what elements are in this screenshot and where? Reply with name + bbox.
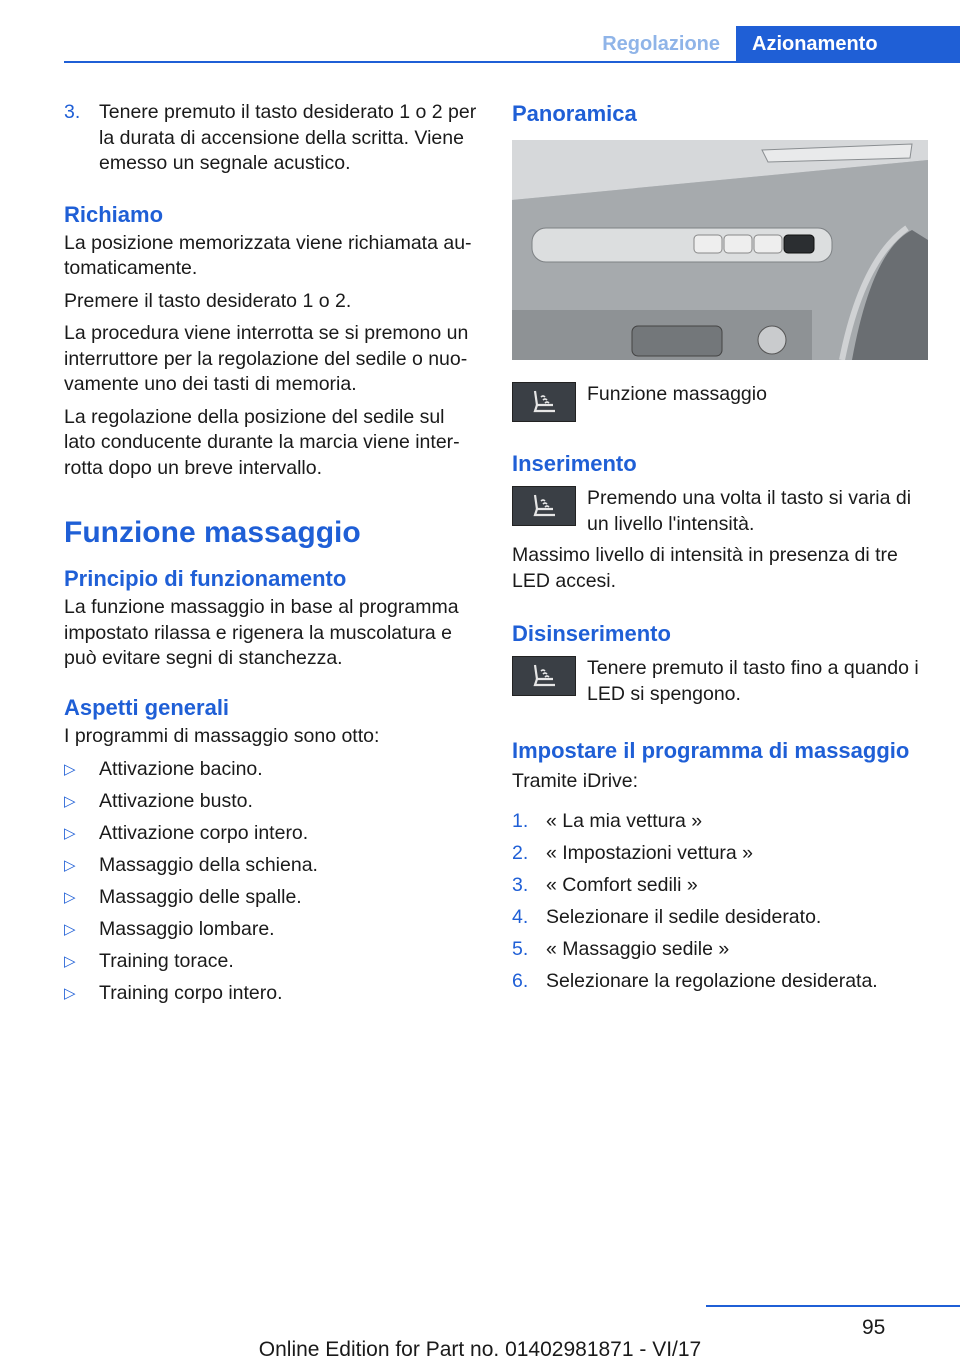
page-number: 95 xyxy=(862,1316,886,1339)
list-item: 6. Selezionare la regolazione desiderata. xyxy=(512,969,878,992)
impostare-paragraph: Tramite iDrive: xyxy=(512,770,639,792)
richiamo-paragraph-1: La posizione memorizzata viene richiamata automaticamente. xyxy=(64,231,472,279)
inserimento-paragraph: Massimo livello di intensità in presenza di tre LED accesi. xyxy=(512,544,898,592)
richiamo-heading: Richiamo xyxy=(64,201,164,227)
disinserimento-heading: Disinserimento xyxy=(512,621,671,646)
inserimento-heading: Inserimento xyxy=(512,451,637,476)
panoramica-heading: Panoramica xyxy=(512,101,637,126)
step-number: 3. xyxy=(64,101,81,123)
left-column xyxy=(64,100,480,1013)
massage-seat-icon xyxy=(512,382,576,422)
list-item: ▷ Massaggio lombare. xyxy=(64,917,480,943)
list-item: 4. Selezionare il sedile desiderato. xyxy=(512,905,822,928)
idrive-steps xyxy=(512,809,932,995)
step-3 xyxy=(64,100,480,177)
massage-seat-icon xyxy=(512,486,576,526)
list-item: 5. « Massaggio sedile » xyxy=(512,937,730,960)
richiamo-paragraph-2: Premere il tasto desiderato 1 o 2. xyxy=(64,289,352,312)
list-item: ▷ Training torace. xyxy=(64,949,480,975)
richiamo-paragraph-3: La procedura viene interrotta se si premono un interruttore per la regolazione del sedile o nuovamente uno dei tasti di memoria. xyxy=(64,322,469,395)
triangle-bullet-icon: ▷ xyxy=(64,857,76,874)
list-item: ▷ Attivazione bacino. xyxy=(64,757,480,783)
header-section-tab: Regolazione xyxy=(602,33,720,55)
massage-seat-icon xyxy=(512,656,576,696)
principio-heading: Principio di funzionamento xyxy=(64,566,347,591)
massaggio-heading: Funzione massaggio xyxy=(64,516,361,549)
richiamo-paragraph-4: La regolazione della posizione del sedile sul lato conducente durante la marcia viene interrotta dopo un breve intervallo. xyxy=(64,405,460,479)
door-panel-illustration xyxy=(512,140,928,360)
triangle-bullet-icon: ▷ xyxy=(64,953,76,970)
program-list xyxy=(64,757,480,1007)
disinserimento-row xyxy=(512,656,932,707)
triangle-bullet-icon: ▷ xyxy=(64,921,76,938)
triangle-bullet-icon: ▷ xyxy=(64,761,76,778)
door-panel-photo xyxy=(512,140,928,360)
principio-paragraph: La funzione massaggio in base al programma impostato rilassa e rigenera la muscolatura e può evitare segni di stanchezza. xyxy=(64,596,459,669)
list-item: ▷ Attivazione corpo intero. xyxy=(64,821,480,847)
list-item: ▷ Attivazione busto. xyxy=(64,789,480,815)
disinserimento-text: Tenere premuto il tasto fino a quando i LED si spengono. xyxy=(587,657,919,705)
inserimento-text: Premendo una volta il tasto si varia di un livello l'intensità. xyxy=(587,487,912,535)
triangle-bullet-icon: ▷ xyxy=(64,889,76,906)
icon-caption: Funzione massaggio xyxy=(587,383,767,405)
triangle-bullet-icon: ▷ xyxy=(64,793,76,810)
footer-rule xyxy=(706,1305,960,1307)
list-item: 3. « Comfort sedili » xyxy=(512,873,698,896)
triangle-bullet-icon: ▷ xyxy=(64,825,76,842)
triangle-bullet-icon: ▷ xyxy=(64,985,76,1002)
inserimento-row xyxy=(512,486,932,537)
icon-caption-row xyxy=(512,382,932,422)
aspetti-paragraph: I programmi di massaggio sono otto: xyxy=(64,724,380,747)
list-item: ▷ Training corpo intero. xyxy=(64,981,480,1007)
step-text: Tenere premuto il tasto desiderato 1 o 2 per la durata di accensione della scritta. Viene emesso un segnale acustico. xyxy=(99,101,477,174)
list-item: ▷ Massaggio della schiena. xyxy=(64,853,480,879)
edition-footer: Online Edition for Part no. 01402981871 - VI/17 xyxy=(258,1338,702,1361)
list-item: 2. « Impostazioni vettura » xyxy=(512,841,754,864)
aspetti-heading: Aspetti generali xyxy=(64,694,230,720)
header-chapter-tab: Azionamento xyxy=(736,26,960,62)
list-item: ▷ Massaggio delle spalle. xyxy=(64,885,480,911)
right-column xyxy=(512,100,932,1001)
impostare-heading: Impostare il programma di massaggio xyxy=(512,738,910,763)
list-item: 1. « La mia vettura » xyxy=(512,809,703,832)
